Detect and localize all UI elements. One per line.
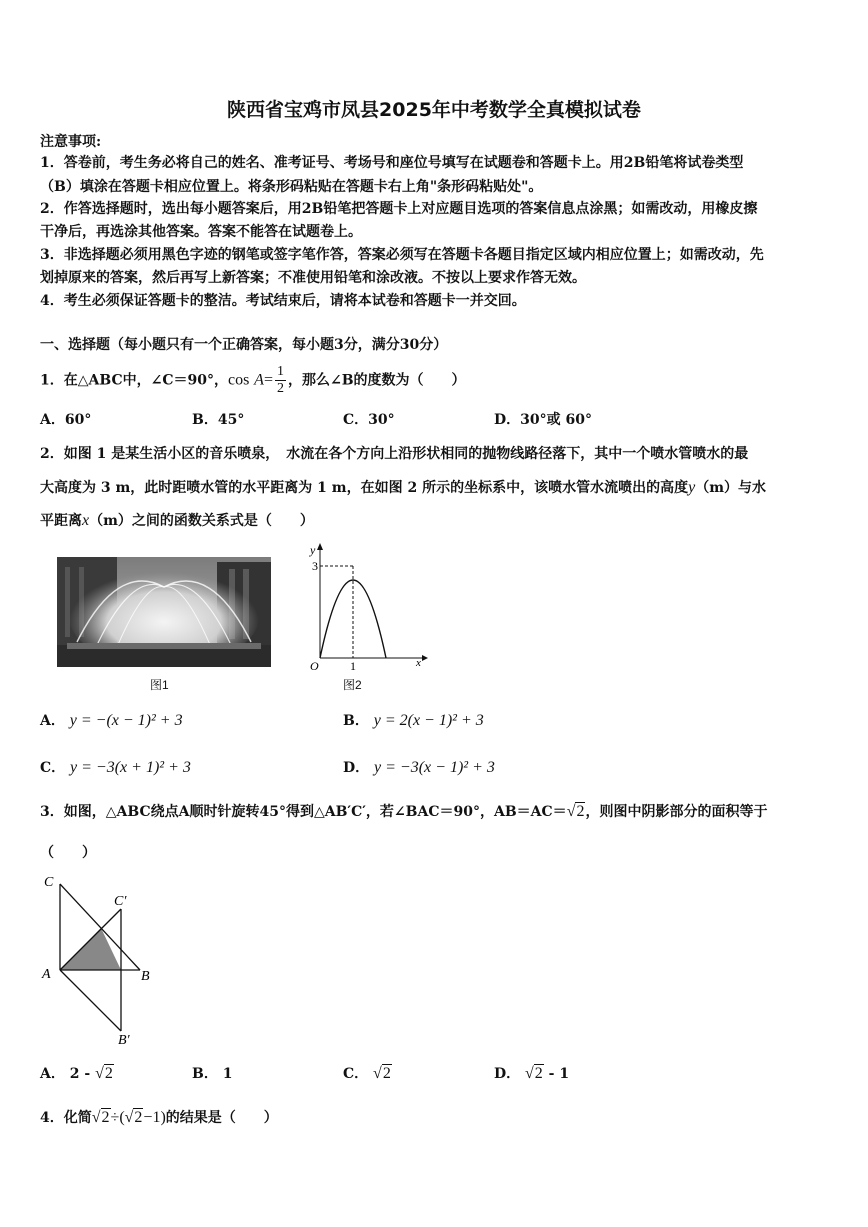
q4-minus-one: −1) bbox=[143, 1109, 166, 1126]
option-label: B． bbox=[343, 713, 369, 729]
notice-line: （B）填涂在答题卡相应位置上。将条形码粘贴在答题卡右上角"条形码粘贴处"。 bbox=[40, 179, 543, 195]
q1-angle: A bbox=[254, 371, 264, 389]
q1-stem-pre: 1．在△ABC中，∠C＝90°， bbox=[40, 372, 228, 389]
q2-line-2-text: 大高度为 3 m，此时距喷水管的水平距离为 1 m，在如图 2 所示的坐标系中，该喷水管水流喷出的高度 bbox=[40, 480, 689, 496]
label-A: A bbox=[42, 967, 51, 982]
notice-line: 1．答卷前，考生务必将自己的姓名、准考证号、考场号和座位号填写在试题卷和答题卡上。用2B铅笔将试卷类型 bbox=[40, 155, 744, 171]
q2-line-3-tail: （m）之间的函数关系式是（ ） bbox=[89, 513, 314, 529]
q4-stem-pre: 4．化简 bbox=[40, 1110, 92, 1126]
notice-line: 干净后，再选涂其他答案。答案不能答在试题卷上。 bbox=[40, 224, 362, 240]
fraction-numerator: 1 bbox=[276, 364, 284, 379]
label-B-prime: B′ bbox=[118, 1033, 130, 1048]
graph-origin: O bbox=[310, 659, 319, 673]
label-C-prime: C′ bbox=[114, 894, 127, 909]
option-formula: y = −3(x + 1)² + 3 bbox=[70, 759, 191, 776]
q2-line-3-text: 平距离 bbox=[40, 513, 82, 529]
graph-x-label: x bbox=[416, 657, 421, 669]
graph-y-label: y bbox=[310, 543, 316, 557]
q4-stem-post: 的结果是（ ） bbox=[165, 1110, 278, 1126]
option-label: B． bbox=[192, 1066, 218, 1082]
q2-line-1: 2．如图 1 是某生活小区的音乐喷泉， 水流在各个方向上沿形状相同的抛物线路径落下，其中一个喷水管喷水的最 bbox=[40, 446, 749, 462]
q1-option-b[interactable]: B．45° bbox=[192, 412, 245, 428]
q1-cos: cos bbox=[227, 371, 250, 389]
radicand: 2 bbox=[134, 1109, 143, 1126]
notice-line: 4．考生必须保证答题卡的整洁。考试结束后，请将本试卷和答题卡一并交回。 bbox=[40, 293, 526, 309]
var-y: y bbox=[688, 479, 696, 496]
var-x: x bbox=[82, 512, 90, 529]
notice-heading: 注意事项: bbox=[40, 134, 102, 150]
option-suffix: - 1 bbox=[543, 1066, 570, 1082]
notice-line: 2．作答选择题时，选出每小题答案后，用2B铅笔把答题卡上对应题目选项的答案信息点涂黑；如需改动，用橡皮擦 bbox=[40, 201, 758, 217]
radicand: 2 bbox=[534, 1065, 543, 1082]
parabola-graph bbox=[300, 538, 430, 678]
q1-eq: = bbox=[263, 371, 273, 389]
q3-answer-paren: （ ） bbox=[40, 845, 96, 861]
q4-divide: ÷( bbox=[110, 1109, 125, 1126]
graph-x-tick: 1 bbox=[350, 659, 356, 673]
figure-1-caption: 图1 bbox=[150, 678, 169, 692]
option-label: C． bbox=[40, 760, 66, 776]
q3-option-a[interactable] bbox=[40, 1064, 114, 1084]
radicand: 2 bbox=[576, 803, 585, 820]
q2-line-3 bbox=[40, 511, 314, 531]
option-label: C． bbox=[343, 1066, 369, 1082]
option-formula: y = 2(x − 1)² + 3 bbox=[373, 712, 484, 729]
q1-fraction bbox=[275, 364, 286, 397]
q3-stem-tail: ，则图中阴影部分的面积等于 bbox=[585, 804, 768, 820]
page-title: 陕西省宝鸡市凤县2025年中考数学全真模拟试卷 bbox=[227, 99, 641, 121]
q2-option-b[interactable] bbox=[343, 711, 484, 731]
fraction-denominator: 2 bbox=[276, 381, 284, 396]
radicand: 2 bbox=[382, 1065, 391, 1082]
option-prefix: 2 - bbox=[69, 1066, 96, 1082]
sqrt-expression: √2 bbox=[91, 1109, 110, 1126]
question-4 bbox=[40, 1108, 278, 1128]
section-heading: 一、选择题（每小题只有一个正确答案，每小题3分，满分30分） bbox=[40, 337, 448, 353]
option-label: A． bbox=[40, 1066, 65, 1082]
q2-option-c[interactable] bbox=[40, 758, 191, 778]
q2-line-2 bbox=[40, 478, 766, 498]
radicand: 2 bbox=[101, 1109, 110, 1126]
figure-2-caption: 图2 bbox=[343, 678, 362, 692]
notice-line: 3．非选择题必须用黑色字迹的钢笔或签字笔作答，答案必须写在答题卡各题目指定区域内相应位置上；如需改动，先 bbox=[40, 247, 764, 263]
sqrt-expression: √2 bbox=[566, 803, 585, 820]
option-label: D． bbox=[494, 1066, 521, 1082]
q3-stem-text: 3．如图，△ABC绕点A顺时针旋转45°得到△AB′C′，若∠BAC＝90°，AB＝AC＝ bbox=[40, 804, 567, 820]
fountain-photo bbox=[57, 557, 271, 667]
q3-stem bbox=[40, 802, 767, 822]
option-label: A． bbox=[40, 713, 65, 729]
label-B: B bbox=[141, 969, 150, 984]
q2-option-a[interactable] bbox=[40, 711, 183, 731]
graph-y-tick: 3 bbox=[312, 559, 318, 573]
q1-option-d[interactable]: D．30°或 60° bbox=[494, 412, 592, 428]
question-1 bbox=[40, 364, 466, 397]
radicand: 2 bbox=[104, 1065, 113, 1082]
q3-option-d[interactable] bbox=[494, 1064, 569, 1084]
sqrt-expression: √2 bbox=[95, 1065, 113, 1082]
option-formula: y = −(x − 1)² + 3 bbox=[69, 712, 183, 729]
q1-option-c[interactable]: C．30° bbox=[343, 412, 395, 428]
q3-option-b[interactable] bbox=[192, 1064, 232, 1084]
sqrt-expression: √2 bbox=[124, 1109, 143, 1126]
q2-option-d[interactable] bbox=[343, 758, 495, 778]
q1-option-a[interactable]: A．60° bbox=[40, 412, 92, 428]
option-value: 1 bbox=[222, 1066, 233, 1082]
sqrt-expression: √2 bbox=[373, 1065, 391, 1082]
q3-option-c[interactable] bbox=[343, 1064, 392, 1084]
q2-line-2-tail: （m）与水 bbox=[695, 480, 767, 496]
rotation-figure bbox=[40, 870, 160, 1050]
sqrt-expression: √2 bbox=[525, 1065, 543, 1082]
label-C: C bbox=[44, 875, 54, 890]
option-formula: y = −3(x − 1)² + 3 bbox=[374, 759, 495, 776]
option-label: D． bbox=[343, 760, 370, 776]
notice-line: 划掉原来的答案，然后再写上新答案；不准使用铅笔和涂改液。不按以上要求作答无效。 bbox=[40, 270, 586, 286]
q1-stem-post: ，那么∠B的度数为（ ） bbox=[287, 372, 466, 389]
